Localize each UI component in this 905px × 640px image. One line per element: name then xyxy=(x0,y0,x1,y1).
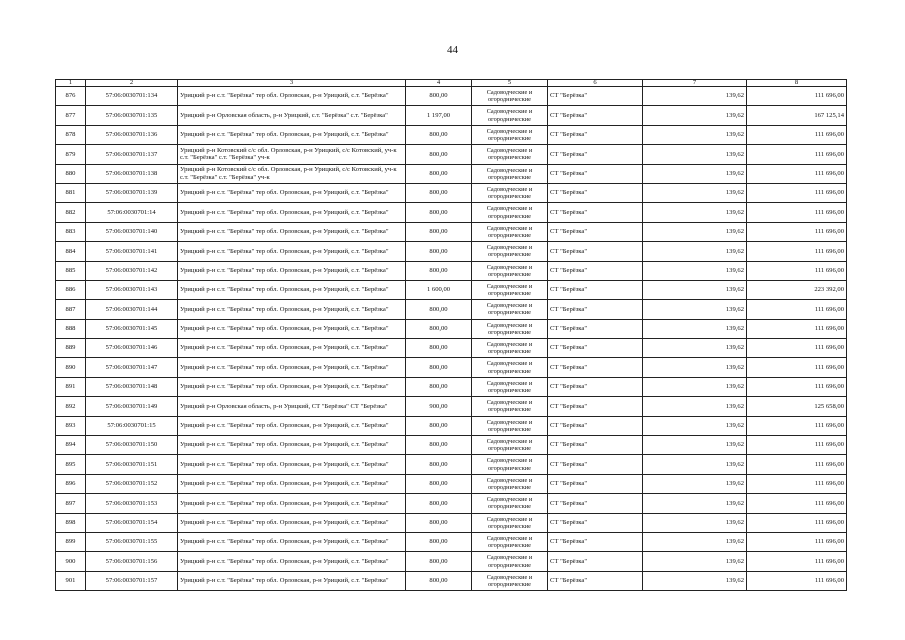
owner-cell: СТ "Берёзка" xyxy=(548,106,643,125)
land-use-cell: Садоводческие и огороднические xyxy=(472,532,548,551)
table-row xyxy=(56,455,847,474)
area-cell: 800,00 xyxy=(406,455,472,474)
land-use-cell: Садоводческие и огороднические xyxy=(472,222,548,241)
address-cell: Урицкий р-н с.т. "Берёзка" тер обл. Орловская, р-н Урицкий, с.т. "Берёзка" xyxy=(178,87,406,106)
area-cell: 800,00 xyxy=(406,261,472,280)
area-cell: 800,00 xyxy=(406,242,472,261)
rate-cell: 139,62 xyxy=(643,494,747,513)
row-number-cell: 889 xyxy=(56,339,86,358)
table-row xyxy=(56,474,847,493)
address-cell: Урицкий р-н с.т. "Берёзка" тер обл. Орловская, р-н Урицкий, с.т. "Берёзка" xyxy=(178,416,406,435)
rate-cell: 139,62 xyxy=(643,339,747,358)
address-cell: Урицкий р-н с.т. "Берёзка" тер обл. Орловская, р-н Урицкий, с.т. "Берёзка" xyxy=(178,300,406,319)
row-number-cell: 876 xyxy=(56,87,86,106)
address-cell: Урицкий р-н с.т. "Берёзка" тер обл. Орловская, р-н Урицкий, с.т. "Берёзка" xyxy=(178,319,406,338)
rate-cell: 139,62 xyxy=(643,106,747,125)
row-number-cell: 899 xyxy=(56,532,86,551)
cadastral-number-cell: 57:06:0030701:138 xyxy=(86,164,178,183)
rate-cell: 139,62 xyxy=(643,552,747,571)
area-cell: 1 600,00 xyxy=(406,280,472,299)
table-body xyxy=(56,87,847,591)
address-cell: Урицкий р-н с.т. "Берёзка" тер обл. Орловская, р-н Урицкий, с.т. "Берёзка" xyxy=(178,571,406,590)
address-cell: Урицкий р-н с.т. "Берёзка" тер обл. Орловская, р-н Урицкий, с.т. "Берёзка" xyxy=(178,242,406,261)
cadastral-value-cell: 111 696,00 xyxy=(747,242,847,261)
row-number-cell: 881 xyxy=(56,183,86,202)
land-use-cell: Садоводческие и огороднические xyxy=(472,183,548,202)
owner-cell: СТ "Берёзка" xyxy=(548,377,643,396)
address-cell: Урицкий р-н с.т. "Берёзка" тер обл. Орловская, р-н Урицкий, с.т. "Берёзка" xyxy=(178,513,406,532)
owner-cell: СТ "Берёзка" xyxy=(548,339,643,358)
land-use-cell: Садоводческие и огороднические xyxy=(472,552,548,571)
area-cell: 800,00 xyxy=(406,494,472,513)
area-cell: 800,00 xyxy=(406,222,472,241)
cadastral-value-cell: 111 696,00 xyxy=(747,319,847,338)
cadastral-value-cell: 111 696,00 xyxy=(747,494,847,513)
cadastral-value-cell: 111 696,00 xyxy=(747,87,847,106)
header-cell: 4 xyxy=(406,80,472,87)
row-number-cell: 893 xyxy=(56,416,86,435)
cadastral-number-cell: 57:06:0030701:153 xyxy=(86,494,178,513)
rate-cell: 139,62 xyxy=(643,183,747,202)
cadastral-number-cell: 57:06:0030701:147 xyxy=(86,358,178,377)
land-use-cell: Садоводческие и огороднические xyxy=(472,145,548,164)
area-cell: 800,00 xyxy=(406,416,472,435)
owner-cell: СТ "Берёзка" xyxy=(548,203,643,222)
cadastral-number-cell: 57:06:0030701:155 xyxy=(86,532,178,551)
table-row xyxy=(56,513,847,532)
land-use-cell: Садоводческие и огороднические xyxy=(472,455,548,474)
table-row xyxy=(56,222,847,241)
cadastral-number-cell: 57:06:0030701:139 xyxy=(86,183,178,202)
table-row xyxy=(56,494,847,513)
owner-cell: СТ "Берёзка" xyxy=(548,125,643,144)
cadastral-value-cell: 111 696,00 xyxy=(747,183,847,202)
cadastral-number-cell: 57:06:0030701:15 xyxy=(86,416,178,435)
row-number-cell: 882 xyxy=(56,203,86,222)
header-cell: 5 xyxy=(472,80,548,87)
table-row xyxy=(56,106,847,125)
land-use-cell: Садоводческие и огороднические xyxy=(472,436,548,455)
rate-cell: 139,62 xyxy=(643,513,747,532)
area-cell: 800,00 xyxy=(406,87,472,106)
area-cell: 800,00 xyxy=(406,474,472,493)
owner-cell: СТ "Берёзка" xyxy=(548,183,643,202)
area-cell: 800,00 xyxy=(406,571,472,590)
cadastral-value-cell: 111 696,00 xyxy=(747,416,847,435)
land-use-cell: Садоводческие и огороднические xyxy=(472,397,548,416)
cadastral-value-cell: 111 696,00 xyxy=(747,455,847,474)
rate-cell: 139,62 xyxy=(643,571,747,590)
land-use-cell: Садоводческие и огороднические xyxy=(472,261,548,280)
page-number: 44 xyxy=(447,44,458,56)
table-row xyxy=(56,280,847,299)
cadastral-value-cell: 111 696,00 xyxy=(747,513,847,532)
rate-cell: 139,62 xyxy=(643,436,747,455)
cadastral-number-cell: 57:06:0030701:148 xyxy=(86,377,178,396)
row-number-cell: 900 xyxy=(56,552,86,571)
cadastral-number-cell: 57:06:0030701:157 xyxy=(86,571,178,590)
land-use-cell: Садоводческие и огороднические xyxy=(472,571,548,590)
owner-cell: СТ "Берёзка" xyxy=(548,513,643,532)
land-use-cell: Садоводческие и огороднические xyxy=(472,242,548,261)
owner-cell: СТ "Берёзка" xyxy=(548,300,643,319)
address-cell: Урицкий р-н Котовский с/с обл. Орловская, р-н Урицкий, с/с Котовский, уч-к с.т. "Берёзка" с.т. "Берёзка" уч-к xyxy=(178,145,406,164)
table-row xyxy=(56,87,847,106)
cadastral-value-cell: 111 696,00 xyxy=(747,532,847,551)
table-row xyxy=(56,145,847,164)
cadastral-value-cell: 111 696,00 xyxy=(747,358,847,377)
address-cell: Урицкий р-н с.т. "Берёзка" тер обл. Орловская, р-н Урицкий, с.т. "Берёзка" xyxy=(178,261,406,280)
cadastral-number-cell: 57:06:0030701:141 xyxy=(86,242,178,261)
cadastral-value-cell: 111 696,00 xyxy=(747,377,847,396)
land-use-cell: Садоводческие и огороднические xyxy=(472,339,548,358)
cadastral-value-cell: 223 392,00 xyxy=(747,280,847,299)
row-number-cell: 895 xyxy=(56,455,86,474)
cadastral-number-cell: 57:06:0030701:152 xyxy=(86,474,178,493)
cadastral-value-cell: 167 125,14 xyxy=(747,106,847,125)
owner-cell: СТ "Берёзка" xyxy=(548,416,643,435)
row-number-cell: 897 xyxy=(56,494,86,513)
owner-cell: СТ "Берёзка" xyxy=(548,571,643,590)
owner-cell: СТ "Берёзка" xyxy=(548,455,643,474)
rate-cell: 139,62 xyxy=(643,203,747,222)
table-row xyxy=(56,571,847,590)
rate-cell: 139,62 xyxy=(643,125,747,144)
header-cell: 6 xyxy=(548,80,643,87)
table-row xyxy=(56,183,847,202)
cadastral-value-cell: 111 696,00 xyxy=(747,300,847,319)
land-use-cell: Садоводческие и огороднические xyxy=(472,280,548,299)
cadastral-number-cell: 57:06:0030701:140 xyxy=(86,222,178,241)
table-row xyxy=(56,552,847,571)
cadastral-number-cell: 57:06:0030701:145 xyxy=(86,319,178,338)
owner-cell: СТ "Берёзка" xyxy=(548,474,643,493)
cadastral-value-cell: 111 696,00 xyxy=(747,436,847,455)
area-cell: 800,00 xyxy=(406,125,472,144)
cadastral-number-cell: 57:06:0030701:135 xyxy=(86,106,178,125)
area-cell: 1 197,00 xyxy=(406,106,472,125)
land-use-cell: Садоводческие и огороднические xyxy=(472,319,548,338)
cadastral-value-cell: 111 696,00 xyxy=(747,339,847,358)
header-cell: 2 xyxy=(86,80,178,87)
header-cell: 7 xyxy=(643,80,747,87)
owner-cell: СТ "Берёзка" xyxy=(548,358,643,377)
address-cell: Урицкий р-н с.т. "Берёзка" тер обл. Орловская, р-н Урицкий, с.т. "Берёзка" xyxy=(178,474,406,493)
table-row xyxy=(56,319,847,338)
table-row xyxy=(56,416,847,435)
row-number-cell: 890 xyxy=(56,358,86,377)
address-cell: Урицкий р-н с.т. "Берёзка" тер обл. Орловская, р-н Урицкий, с.т. "Берёзка" xyxy=(178,183,406,202)
owner-cell: СТ "Берёзка" xyxy=(548,552,643,571)
row-number-cell: 887 xyxy=(56,300,86,319)
area-cell: 800,00 xyxy=(406,358,472,377)
cadastral-number-cell: 57:06:0030701:136 xyxy=(86,125,178,144)
cadastral-value-cell: 125 658,00 xyxy=(747,397,847,416)
land-use-cell: Садоводческие и огороднические xyxy=(472,494,548,513)
cadastral-number-cell: 57:06:0030701:144 xyxy=(86,300,178,319)
cadastral-number-cell: 57:06:0030701:137 xyxy=(86,145,178,164)
address-cell: Урицкий р-н с.т. "Берёзка" тер обл. Орловская, р-н Урицкий, с.т. "Берёзка" xyxy=(178,532,406,551)
address-cell: Урицкий р-н с.т. "Берёзка" тер обл. Орловская, р-н Урицкий, с.т. "Берёзка" xyxy=(178,339,406,358)
cadastral-value-cell: 111 696,00 xyxy=(747,203,847,222)
row-number-cell: 878 xyxy=(56,125,86,144)
area-cell: 800,00 xyxy=(406,183,472,202)
cadastral-value-cell: 111 696,00 xyxy=(747,474,847,493)
address-cell: Урицкий р-н с.т. "Берёзка" тер обл. Орловская, р-н Урицкий, с.т. "Берёзка" xyxy=(178,455,406,474)
area-cell: 800,00 xyxy=(406,203,472,222)
owner-cell: СТ "Берёзка" xyxy=(548,145,643,164)
rate-cell: 139,62 xyxy=(643,377,747,396)
area-cell: 800,00 xyxy=(406,436,472,455)
area-cell: 800,00 xyxy=(406,300,472,319)
owner-cell: СТ "Берёзка" xyxy=(548,397,643,416)
row-number-cell: 886 xyxy=(56,280,86,299)
table-row xyxy=(56,125,847,144)
rate-cell: 139,62 xyxy=(643,358,747,377)
cadastral-number-cell: 57:06:0030701:149 xyxy=(86,397,178,416)
row-number-cell: 877 xyxy=(56,106,86,125)
land-use-cell: Садоводческие и огороднические xyxy=(472,125,548,144)
row-number-cell: 879 xyxy=(56,145,86,164)
row-number-cell: 883 xyxy=(56,222,86,241)
table-row xyxy=(56,164,847,183)
cadastral-value-cell: 111 696,00 xyxy=(747,145,847,164)
area-cell: 800,00 xyxy=(406,532,472,551)
rate-cell: 139,62 xyxy=(643,145,747,164)
address-cell: Урицкий р-н с.т. "Берёзка" тер обл. Орловская, р-н Урицкий, с.т. "Берёзка" xyxy=(178,494,406,513)
header-cell: 1 xyxy=(56,80,86,87)
owner-cell: СТ "Берёзка" xyxy=(548,494,643,513)
cadastral-number-cell: 57:06:0030701:154 xyxy=(86,513,178,532)
land-use-cell: Садоводческие и огороднические xyxy=(472,203,548,222)
row-number-cell: 880 xyxy=(56,164,86,183)
owner-cell: СТ "Берёзка" xyxy=(548,242,643,261)
land-use-cell: Садоводческие и огороднические xyxy=(472,106,548,125)
cadastral-number-cell: 57:06:0030701:142 xyxy=(86,261,178,280)
table-row xyxy=(56,261,847,280)
land-use-cell: Садоводческие и огороднические xyxy=(472,474,548,493)
row-number-cell: 884 xyxy=(56,242,86,261)
table-row xyxy=(56,339,847,358)
land-use-cell: Садоводческие и огороднические xyxy=(472,300,548,319)
address-cell: Урицкий р-н Котовский с/с обл. Орловская, р-н Урицкий, с/с Котовский, уч-к с.т. "Берёзка" с.т. "Берёзка" уч-к xyxy=(178,164,406,183)
rate-cell: 139,62 xyxy=(643,87,747,106)
table-row xyxy=(56,358,847,377)
cadastral-number-cell: 57:06:0030701:146 xyxy=(86,339,178,358)
area-cell: 800,00 xyxy=(406,319,472,338)
rate-cell: 139,62 xyxy=(643,416,747,435)
row-number-cell: 891 xyxy=(56,377,86,396)
cadastral-value-cell: 111 696,00 xyxy=(747,261,847,280)
cadastral-number-cell: 57:06:0030701:151 xyxy=(86,455,178,474)
area-cell: 800,00 xyxy=(406,339,472,358)
table-row xyxy=(56,300,847,319)
row-number-cell: 888 xyxy=(56,319,86,338)
cadastral-value-cell: 111 696,00 xyxy=(747,552,847,571)
rate-cell: 139,62 xyxy=(643,242,747,261)
land-register-table xyxy=(55,79,847,591)
rate-cell: 139,62 xyxy=(643,397,747,416)
rate-cell: 139,62 xyxy=(643,164,747,183)
header-cell: 3 xyxy=(178,80,406,87)
owner-cell: СТ "Берёзка" xyxy=(548,436,643,455)
land-use-cell: Садоводческие и огороднические xyxy=(472,358,548,377)
rate-cell: 139,62 xyxy=(643,300,747,319)
table-row xyxy=(56,436,847,455)
rate-cell: 139,62 xyxy=(643,280,747,299)
land-use-cell: Садоводческие и огороднические xyxy=(472,377,548,396)
area-cell: 800,00 xyxy=(406,513,472,532)
address-cell: Урицкий р-н Орловская область, р-н Урицкий, СТ "Берёзка" СТ "Берёзка" xyxy=(178,397,406,416)
address-cell: Урицкий р-н с.т. "Берёзка" тер обл. Орловская, р-н Урицкий, с.т. "Берёзка" xyxy=(178,436,406,455)
rate-cell: 139,62 xyxy=(643,532,747,551)
area-cell: 800,00 xyxy=(406,552,472,571)
area-cell: 800,00 xyxy=(406,145,472,164)
rate-cell: 139,62 xyxy=(643,261,747,280)
owner-cell: СТ "Берёзка" xyxy=(548,164,643,183)
address-cell: Урицкий р-н с.т. "Берёзка" тер обл. Орловская, р-н Урицкий, с.т. "Берёзка" xyxy=(178,125,406,144)
address-cell: Урицкий р-н с.т. "Берёзка" тер обл. Орловская, р-н Урицкий, с.т. "Берёзка" xyxy=(178,377,406,396)
cadastral-number-cell: 57:06:0030701:143 xyxy=(86,280,178,299)
row-number-cell: 885 xyxy=(56,261,86,280)
table-row xyxy=(56,397,847,416)
table-row xyxy=(56,242,847,261)
cadastral-number-cell: 57:06:0030701:150 xyxy=(86,436,178,455)
header-row xyxy=(56,80,847,87)
header-cell: 8 xyxy=(747,80,847,87)
table-row xyxy=(56,377,847,396)
land-use-cell: Садоводческие и огороднические xyxy=(472,164,548,183)
cadastral-number-cell: 57:06:0030701:134 xyxy=(86,87,178,106)
row-number-cell: 898 xyxy=(56,513,86,532)
owner-cell: СТ "Берёзка" xyxy=(548,280,643,299)
owner-cell: СТ "Берёзка" xyxy=(548,532,643,551)
address-cell: Урицкий р-н с.т. "Берёзка" тер обл. Орловская, р-н Урицкий, с.т. "Берёзка" xyxy=(178,280,406,299)
address-cell: Урицкий р-н с.т. "Берёзка" тер обл. Орловская, р-н Урицкий, с.т. "Берёзка" xyxy=(178,358,406,377)
rate-cell: 139,62 xyxy=(643,474,747,493)
table-row xyxy=(56,203,847,222)
address-cell: Урицкий р-н с.т. "Берёзка" тер обл. Орловская, р-н Урицкий, с.т. "Берёзка" xyxy=(178,552,406,571)
rate-cell: 139,62 xyxy=(643,222,747,241)
row-number-cell: 901 xyxy=(56,571,86,590)
owner-cell: СТ "Берёзка" xyxy=(548,222,643,241)
cadastral-number-cell: 57:06:0030701:14 xyxy=(86,203,178,222)
land-use-cell: Садоводческие и огороднические xyxy=(472,87,548,106)
area-cell: 900,00 xyxy=(406,397,472,416)
address-cell: Урицкий р-н Орловская область, р-н Урицкий, с.т. "Берёзка" с.т. "Берёзка" xyxy=(178,106,406,125)
cadastral-value-cell: 111 696,00 xyxy=(747,571,847,590)
owner-cell: СТ "Берёзка" xyxy=(548,319,643,338)
cadastral-value-cell: 111 696,00 xyxy=(747,125,847,144)
row-number-cell: 892 xyxy=(56,397,86,416)
table-row xyxy=(56,532,847,551)
land-use-cell: Садоводческие и огороднические xyxy=(472,416,548,435)
area-cell: 800,00 xyxy=(406,377,472,396)
rate-cell: 139,62 xyxy=(643,319,747,338)
rate-cell: 139,62 xyxy=(643,455,747,474)
cadastral-value-cell: 111 696,00 xyxy=(747,164,847,183)
land-use-cell: Садоводческие и огороднические xyxy=(472,513,548,532)
row-number-cell: 896 xyxy=(56,474,86,493)
owner-cell: СТ "Берёзка" xyxy=(548,261,643,280)
cadastral-number-cell: 57:06:0030701:156 xyxy=(86,552,178,571)
owner-cell: СТ "Берёзка" xyxy=(548,87,643,106)
address-cell: Урицкий р-н с.т. "Берёзка" тер обл. Орловская, р-н Урицкий, с.т. "Берёзка" xyxy=(178,222,406,241)
area-cell: 800,00 xyxy=(406,164,472,183)
address-cell: Урицкий р-н с.т. "Берёзка" тер обл. Орловская, р-н Урицкий, с.т. "Берёзка" xyxy=(178,203,406,222)
cadastral-value-cell: 111 696,00 xyxy=(747,222,847,241)
row-number-cell: 894 xyxy=(56,436,86,455)
